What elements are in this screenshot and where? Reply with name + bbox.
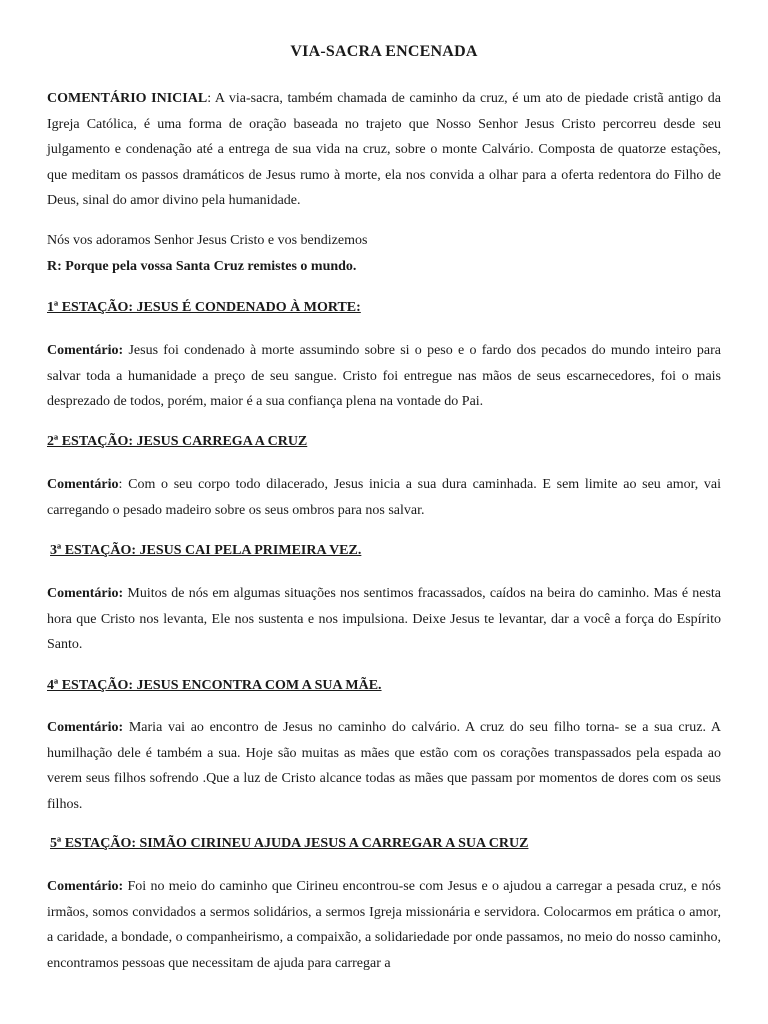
station-1-heading: 1ª ESTAÇÃO: JESUS É CONDENADO À MORTE:: [47, 300, 361, 315]
comment-label: Comentário:: [47, 879, 124, 894]
comment-text: : Com o seu corpo todo dilacerado, Jesus inicia a sua dura caminhada. E sem limite ao seu amor, vai carregando o pesado madeiro sobre os seus ombros para nos salvar.: [47, 477, 721, 518]
station-5-heading: 5ª ESTAÇÃO: SIMÃO CIRINEU AJUDA JESUS A CARREGAR A SUA CRUZ: [50, 836, 529, 851]
comment-label: Comentário:: [47, 586, 124, 601]
station-5-comment: [47, 874, 721, 976]
comment-text: Muitos de nós em algumas situações nos sentimos fracassados, caídos na beira do caminho. Mas é nesta hora que Cristo nos levanta, Ele nos sustenta e nos impulsiona. Deixe Jesus te levantar, dar a você a força do Espírito Santo.: [47, 586, 721, 652]
intro-text: : A via-sacra, também chamada de caminho da cruz, é um ato de piedade cristã antigo da Igreja Católica, é uma forma de oração baseada no trajeto que Nosso Senhor Jesus Cristo percorreu desde seu julgamento e condenação até a entrega de sua vida na cruz, sobre o monte Calvário. Composta de quatorze estações, que meditam os passos dramáticos de Jesus rumo à morte, ela nos convida a olhar para a oferta redentora do Filho de Deus, sinal do amor divino pela humanidade.: [47, 91, 721, 208]
intro-label: COMENTÁRIO INICIAL: [47, 91, 208, 106]
prayer-line: Nós vos adoramos Senhor Jesus Cristo e vos bendizemos: [47, 233, 368, 248]
station-1-comment: [47, 338, 721, 415]
station-3-comment: [47, 581, 721, 658]
comment-text: Maria vai ao encontro de Jesus no caminho do calvário. A cruz do seu filho torna- se a sua cruz. A humilhação dele é também a sua. Hoje são muitas as mães que estão com os corações transpassados pela espada ao verem seus filhos sofrendo .Que a luz de Cristo alcance todas as mães que passam por momentos de dores com os seus filhos.: [47, 720, 721, 812]
station-2-comment: [47, 472, 721, 523]
prayer-response: R: Porque pela vossa Santa Cruz remistes o mundo.: [47, 259, 357, 274]
comment-text: Jesus foi condenado à morte assumindo sobre si o peso e o fardo dos pecados do mundo inteiro para salvar toda a humanidade a preço de seu sangue. Cristo foi entregue nas mãos de seus escarnecedores, foi o mais desprezado de todos, porém, maior é a sua confiança plena na vontade do Pai.: [47, 343, 721, 409]
station-3-heading: 3ª ESTAÇÃO: JESUS CAI PELA PRIMEIRA VEZ.: [50, 543, 362, 558]
document-title: VIA-SACRA ENCENADA: [290, 43, 478, 60]
comment-text: Foi no meio do caminho que Cirineu encontrou-se com Jesus e o ajudou a carregar a pesada cruz, e nós irmãos, somos convidados a sermos solidários, a sermos Igreja missionária e servidora. Colocarmos em prática o amor, a caridade, a bondade, o companheirismo, a compaixão, a solidariedade por onde passamos, no meio do nosso caminho, encontramos pessoas que necessitam de ajuda para carregar a: [47, 879, 721, 971]
comment-label: Comentário:: [47, 343, 124, 358]
station-4-comment: [47, 715, 721, 817]
station-2-heading: 2ª ESTAÇÃO: JESUS CARREGA A CRUZ: [47, 434, 308, 449]
intro-paragraph: [47, 86, 721, 214]
comment-label: Comentário:: [47, 720, 124, 735]
station-4-heading: 4ª ESTAÇÃO: JESUS ENCONTRA COM A SUA MÃE.: [47, 678, 382, 693]
comment-label: Comentário: [47, 477, 119, 492]
